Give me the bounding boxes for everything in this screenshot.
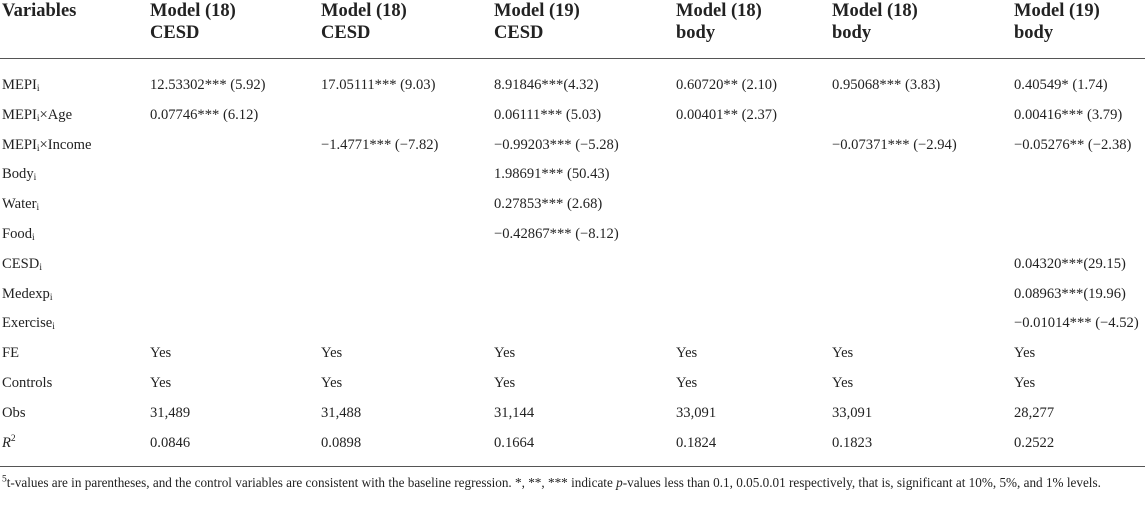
variable-subscript: i bbox=[49, 292, 53, 303]
table-cell: 0.04320***(29.15) bbox=[1014, 255, 1126, 272]
column-header-5 bbox=[830, 0, 1012, 59]
table-footnote bbox=[2, 473, 1142, 492]
footnote-text-part2: -values less than 0.1, 0.05.0.01 respectively, that is, significant at 10%, 5%, and 1% levels. bbox=[622, 475, 1101, 490]
table-cell: 0.06111*** (5.03) bbox=[494, 106, 602, 123]
table-cell: −0.01014*** (−4.52) bbox=[1014, 315, 1139, 332]
variable-name: Exercise bbox=[2, 315, 53, 332]
footnote-italic-p: p bbox=[616, 475, 623, 490]
table-cell: 31,488 bbox=[321, 404, 362, 421]
variable-subscript: i bbox=[36, 143, 40, 154]
table-cell bbox=[830, 282, 1012, 312]
table-cell bbox=[674, 282, 830, 312]
variable-name: Obs bbox=[2, 404, 26, 421]
table-cell bbox=[148, 311, 319, 341]
table-cell: 0.1664 bbox=[492, 431, 674, 467]
table-cell: −0.99203*** (−5.28) bbox=[494, 136, 619, 153]
table-cell: 31,489 bbox=[150, 404, 191, 421]
table-cell: 12.53302*** (5.92) bbox=[150, 77, 266, 93]
table-cell bbox=[830, 192, 1012, 222]
variable-name: Medexp bbox=[2, 285, 50, 302]
table-cell: 0.1824 bbox=[674, 431, 830, 467]
table-row bbox=[0, 222, 1145, 252]
column-header-line2: body bbox=[832, 23, 872, 43]
table-cell bbox=[148, 133, 319, 163]
column-header-line2: CESD bbox=[150, 23, 200, 43]
column-header-line1: Model (19) bbox=[1014, 1, 1100, 21]
table-cell bbox=[492, 311, 674, 341]
variable-name-cell bbox=[0, 252, 148, 282]
table-cell: 8.91846***(4.32) bbox=[494, 77, 599, 93]
table-cell bbox=[148, 162, 319, 192]
table-cell: 0.2522 bbox=[1012, 431, 1145, 467]
table-cell: 0.0898 bbox=[319, 431, 492, 467]
table-cell: Yes bbox=[321, 345, 343, 362]
table-cell bbox=[830, 311, 1012, 341]
variable-subscript: i bbox=[33, 173, 37, 184]
table-cell bbox=[148, 282, 319, 312]
variable-subscript: i bbox=[36, 113, 40, 124]
table-cell: 28,277 bbox=[1014, 404, 1055, 421]
table-header bbox=[0, 0, 1145, 73]
column-header-1 bbox=[148, 0, 319, 59]
table-cell bbox=[319, 103, 492, 133]
column-header-2 bbox=[319, 0, 492, 59]
table-cell: Yes bbox=[832, 345, 854, 362]
variable-name: FE bbox=[2, 345, 20, 362]
table-cell: Yes bbox=[150, 374, 172, 391]
table-row bbox=[0, 192, 1145, 222]
table-cell: 1.98691*** (50.43) bbox=[494, 166, 610, 183]
variable-name-cell bbox=[0, 431, 148, 467]
table-cell: 0.00416*** (3.79) bbox=[1014, 106, 1123, 123]
table-cell: 0.95068*** (3.83) bbox=[832, 77, 941, 93]
table-cell bbox=[830, 162, 1012, 192]
table-cell: 31,144 bbox=[494, 404, 535, 421]
table-cell: Yes bbox=[494, 345, 516, 362]
table-cell bbox=[319, 282, 492, 312]
table-cell: −0.07371*** (−2.94) bbox=[832, 136, 957, 153]
table-cell bbox=[319, 222, 492, 252]
column-header-line1: Model (18) bbox=[150, 1, 236, 21]
column-header-0 bbox=[0, 0, 148, 59]
table-cell: Yes bbox=[832, 374, 854, 391]
table-cell bbox=[674, 162, 830, 192]
table-row bbox=[0, 401, 1145, 431]
table-row bbox=[0, 73, 1145, 103]
table-body bbox=[0, 73, 1145, 466]
table-cell: Yes bbox=[1014, 345, 1036, 362]
table-cell bbox=[830, 222, 1012, 252]
column-header-line2: CESD bbox=[321, 23, 371, 43]
table-cell: 0.60720** (2.10) bbox=[676, 77, 777, 93]
table-cell bbox=[1012, 162, 1145, 192]
column-header-line1: Model (18) bbox=[676, 1, 762, 21]
table-cell: 33,091 bbox=[676, 404, 717, 421]
table-cell: 0.40549* (1.74) bbox=[1014, 77, 1108, 93]
table-cell: 0.07746*** (6.12) bbox=[150, 106, 259, 123]
variable-name-cell bbox=[0, 192, 148, 222]
table-row bbox=[0, 371, 1145, 401]
variable-name: MEPI bbox=[2, 106, 37, 123]
table-cell: 33,091 bbox=[832, 404, 873, 421]
variable-name: R bbox=[2, 434, 11, 451]
table-cell bbox=[674, 192, 830, 222]
table-cell bbox=[830, 103, 1012, 133]
header-row bbox=[0, 0, 1145, 59]
column-header-line1: Model (18) bbox=[832, 1, 918, 21]
column-header-line2: body bbox=[1014, 23, 1054, 43]
column-header-line1: Model (19) bbox=[494, 1, 580, 21]
variable-subscript: i bbox=[32, 232, 35, 243]
variable-name: CESD bbox=[2, 255, 40, 272]
table-cell bbox=[319, 162, 492, 192]
table-cell: Yes bbox=[321, 374, 343, 391]
footnote-text-part1: t-values are in parentheses, and the control variables are consistent with the baseline regression. *, **, *** indicate bbox=[6, 475, 617, 490]
table-cell: 17.05111*** (9.03) bbox=[321, 77, 436, 93]
table-cell: Yes bbox=[1014, 374, 1036, 391]
variable-name: Body bbox=[2, 166, 34, 183]
table-cell bbox=[319, 311, 492, 341]
variable-name-cell bbox=[0, 371, 148, 401]
table-cell: 0.1823 bbox=[830, 431, 1012, 467]
table-row bbox=[0, 431, 1145, 467]
table-cell bbox=[674, 252, 830, 282]
table-cell bbox=[674, 222, 830, 252]
variable-name-suffix: ×Age bbox=[39, 106, 73, 123]
table-cell bbox=[674, 133, 830, 163]
variable-name-suffix: ×Income bbox=[39, 136, 92, 153]
table-cell bbox=[148, 252, 319, 282]
variable-name: MEPI bbox=[2, 136, 37, 153]
column-header-line2: CESD bbox=[494, 23, 544, 43]
variable-name: Food bbox=[2, 225, 33, 242]
variable-name-cell bbox=[0, 311, 148, 341]
table-cell: 0.27853*** (2.68) bbox=[494, 196, 603, 213]
table-cell: −0.42867*** (−8.12) bbox=[494, 225, 619, 242]
table-cell bbox=[319, 252, 492, 282]
table-row bbox=[0, 103, 1145, 133]
table-cell bbox=[1012, 222, 1145, 252]
table-cell bbox=[492, 282, 674, 312]
table-row bbox=[0, 162, 1145, 192]
table-cell: 0.08963***(19.96) bbox=[1014, 285, 1126, 302]
variable-subscript: i bbox=[36, 84, 40, 94]
variable-name-cell bbox=[0, 103, 148, 133]
table-cell: Yes bbox=[494, 374, 516, 391]
column-header-line1: Variables bbox=[2, 1, 77, 21]
table-cell bbox=[319, 192, 492, 222]
variable-subscript: i bbox=[52, 322, 55, 333]
table-row bbox=[0, 311, 1145, 341]
variable-name-cell bbox=[0, 73, 148, 103]
table-cell bbox=[830, 252, 1012, 282]
column-header-4 bbox=[674, 0, 830, 59]
table-row bbox=[0, 341, 1145, 371]
table-cell: Yes bbox=[676, 374, 698, 391]
table-cell bbox=[148, 192, 319, 222]
variable-name-cell bbox=[0, 133, 148, 163]
variable-superscript: 2 bbox=[10, 433, 16, 444]
table-cell: −1.4771*** (−7.82) bbox=[321, 136, 439, 153]
column-header-line2: body bbox=[676, 23, 716, 43]
table-cell bbox=[492, 252, 674, 282]
variable-name: Controls bbox=[2, 374, 53, 391]
table-cell: 0.00401** (2.37) bbox=[676, 106, 777, 123]
column-header-3 bbox=[492, 0, 674, 59]
footnote-marker: 5 bbox=[2, 474, 7, 485]
column-header-line1: Model (18) bbox=[321, 1, 407, 21]
variable-name: MEPI bbox=[2, 77, 37, 93]
variable-name-cell bbox=[0, 341, 148, 371]
variable-name-cell bbox=[0, 401, 148, 431]
variable-subscript: i bbox=[36, 203, 40, 214]
table-cell: 0.0846 bbox=[148, 431, 319, 467]
variable-subscript: i bbox=[39, 262, 42, 273]
table-row bbox=[0, 252, 1145, 282]
variable-name-cell bbox=[0, 222, 148, 252]
table-row bbox=[0, 282, 1145, 312]
table-cell bbox=[148, 222, 319, 252]
variable-name: Water bbox=[2, 196, 37, 213]
table-cell: Yes bbox=[676, 345, 698, 362]
variable-name-cell bbox=[0, 282, 148, 312]
table-cell bbox=[1012, 192, 1145, 222]
column-header-6 bbox=[1012, 0, 1145, 59]
table-cell: −0.05276** (−2.38) bbox=[1014, 136, 1132, 153]
table-cell: Yes bbox=[150, 345, 172, 362]
variable-name-cell bbox=[0, 162, 148, 192]
table-row bbox=[0, 133, 1145, 163]
table-cell bbox=[674, 311, 830, 341]
